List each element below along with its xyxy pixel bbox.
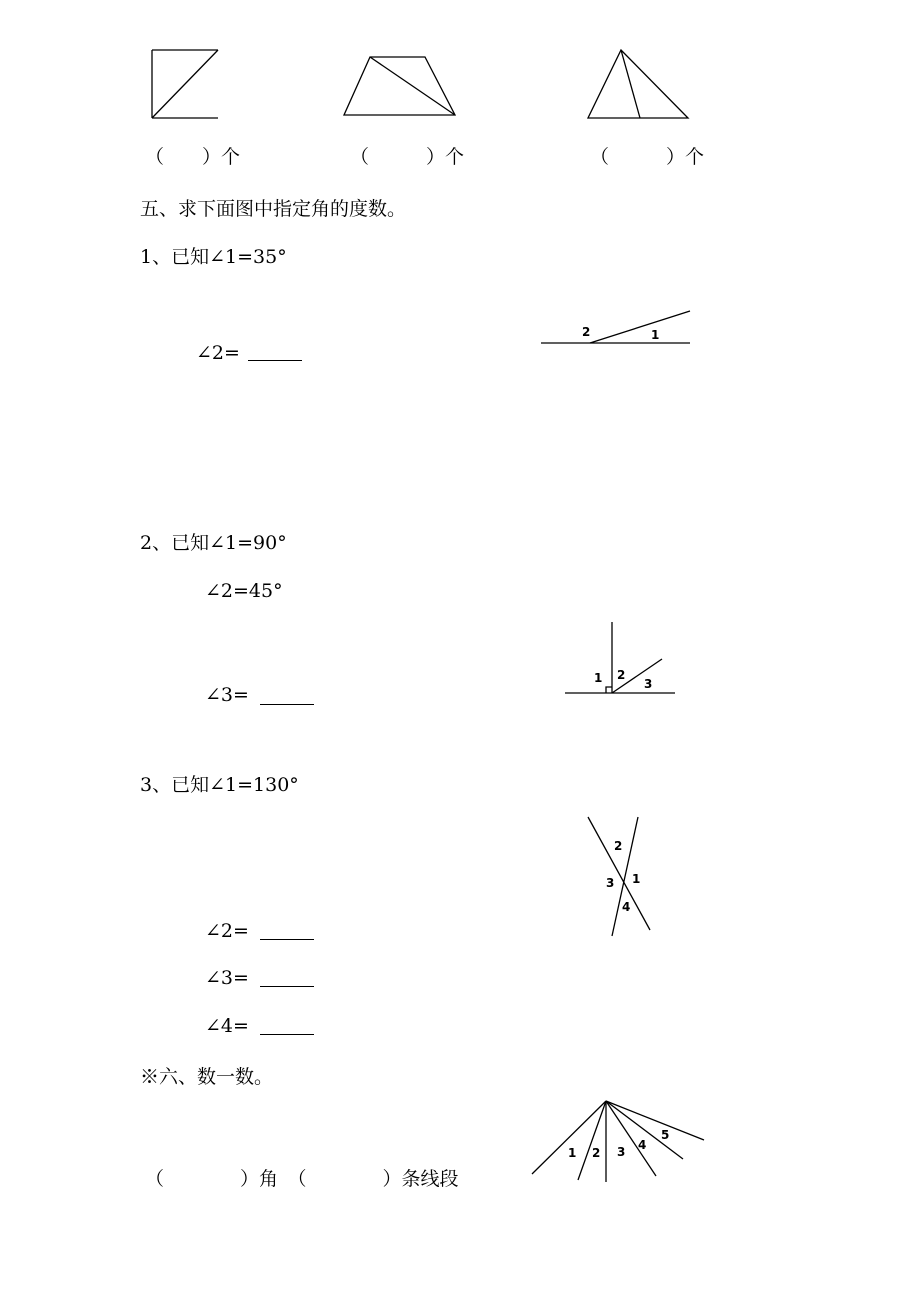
q3-answer-line-angle3[interactable] — [260, 986, 314, 987]
answer-blank-square: （ ）个 — [145, 146, 241, 168]
section-6-answer: （ ）角 （ ）条线段 — [145, 1168, 459, 1190]
q3-answer-line-angle2[interactable] — [260, 939, 314, 940]
q1-label-2: 2 — [582, 325, 591, 339]
q3-ask-angle2: ∠2= — [205, 920, 249, 942]
trapezoid-figure — [340, 50, 460, 120]
fan-label-3: 3 — [617, 1145, 626, 1159]
q3-label-1: 1 — [632, 872, 641, 886]
ray-fan-figure — [528, 1096, 712, 1186]
q1-label-1: 1 — [651, 328, 660, 342]
q2-given: 2、已知∠1=90° — [140, 532, 287, 554]
triangle-figure — [585, 45, 695, 123]
q2-given-angle2: ∠2=45° — [205, 580, 283, 602]
fan-label-4: 4 — [638, 1138, 647, 1152]
q3-ask-angle3: ∠3= — [205, 967, 249, 989]
q3-label-4: 4 — [622, 900, 631, 914]
q1-given: 1、已知∠1=35° — [140, 246, 287, 268]
square-figure — [140, 45, 230, 125]
q1-ask-angle2: ∠2= — [196, 342, 240, 364]
fan-label-1: 1 — [568, 1146, 577, 1160]
q2-answer-line[interactable] — [260, 704, 314, 705]
fan-label-2: 2 — [592, 1146, 601, 1160]
q3-answer-line-angle4[interactable] — [260, 1034, 314, 1035]
q2-label-1: 1 — [594, 671, 603, 685]
q2-angle-figure — [560, 618, 680, 698]
fan-label-5: 5 — [661, 1128, 670, 1142]
q1-answer-line[interactable] — [248, 360, 302, 361]
q1-angle-figure — [538, 305, 698, 350]
q3-label-2: 2 — [614, 839, 623, 853]
q2-label-3: 3 — [644, 677, 653, 691]
q2-label-2: 2 — [617, 668, 626, 682]
q3-intersecting-lines-figure — [580, 812, 660, 942]
answer-blank-trapezoid: （ ）个 — [350, 146, 465, 168]
q3-label-3: 3 — [606, 876, 615, 890]
q2-ask-angle3: ∠3= — [205, 684, 249, 706]
q3-given: 3、已知∠1=130° — [140, 774, 299, 796]
q3-ask-angle4: ∠4= — [205, 1015, 249, 1037]
answer-blank-triangle: （ ）个 — [590, 146, 705, 168]
section-6-title: ※六、数一数。 — [140, 1066, 274, 1088]
section-5-title: 五、求下面图中指定角的度数。 — [140, 198, 407, 220]
